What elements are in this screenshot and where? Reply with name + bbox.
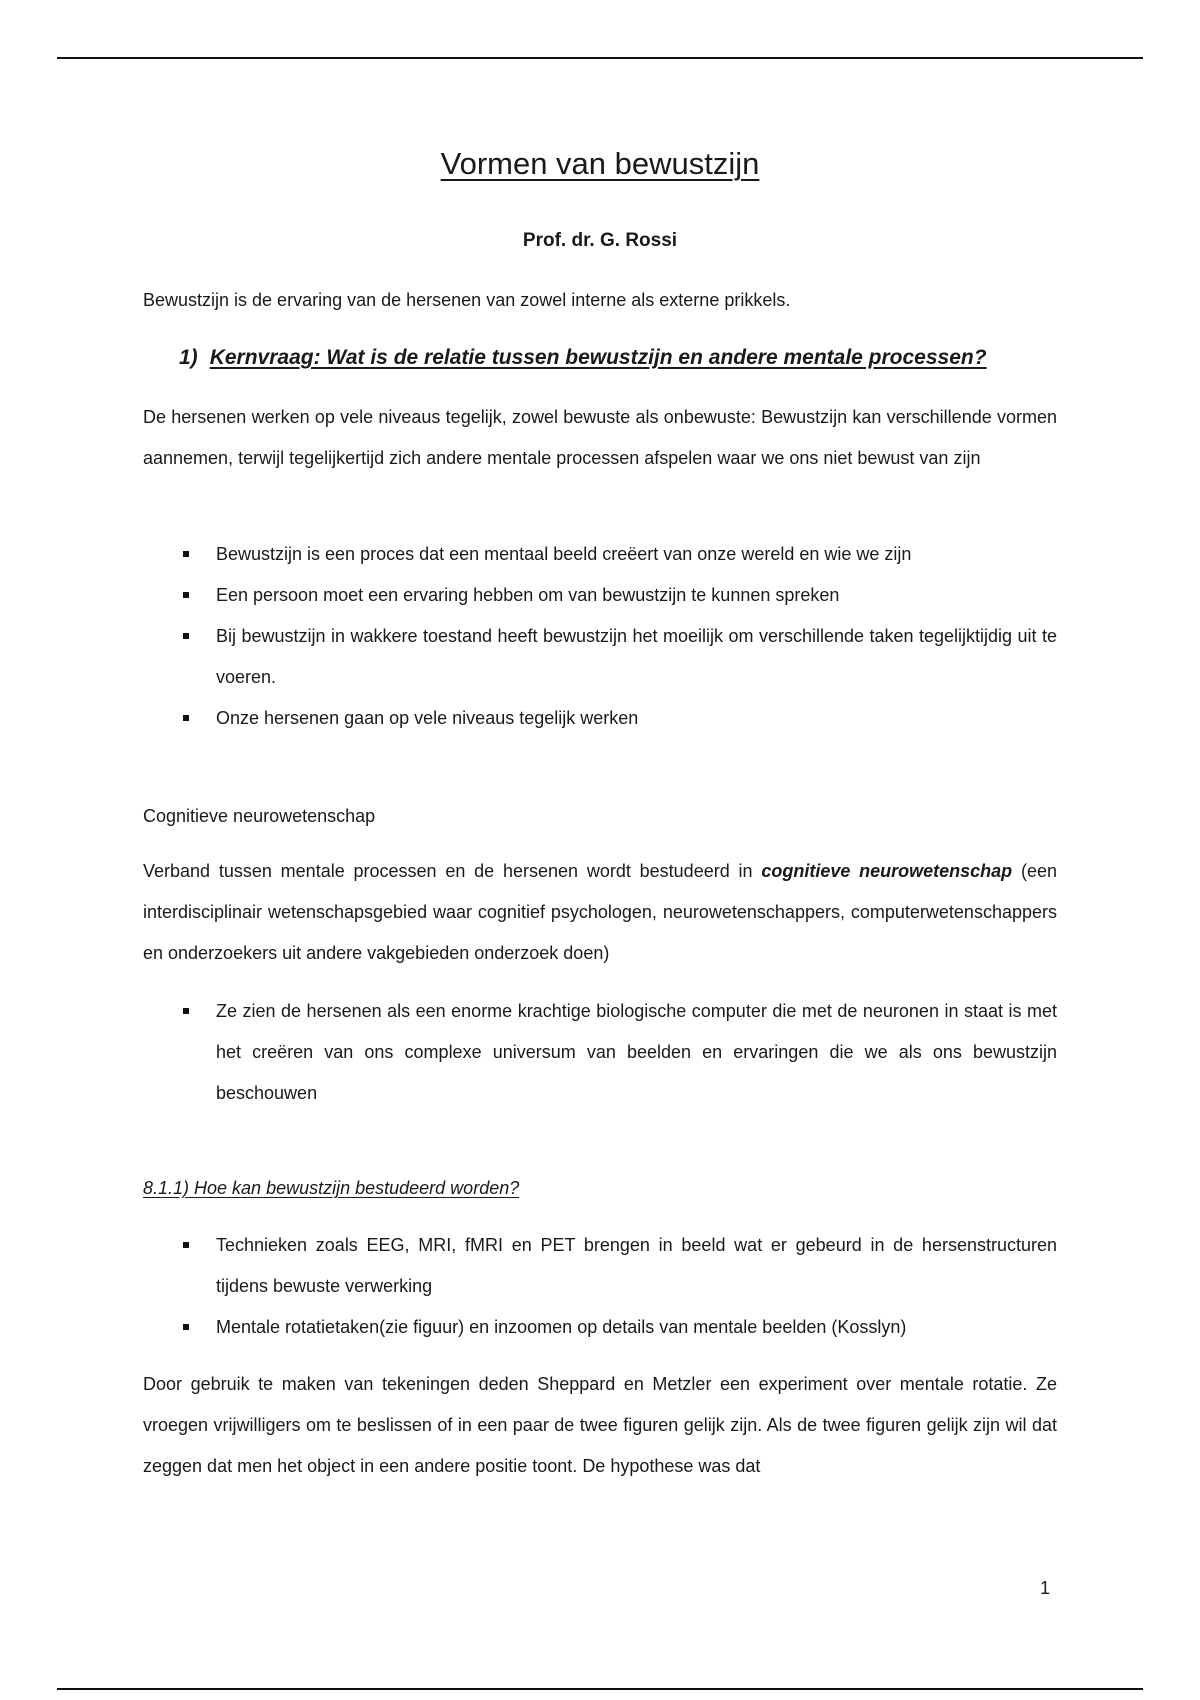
section-1-heading bbox=[179, 344, 987, 372]
list-item bbox=[143, 698, 1057, 739]
bullet-icon bbox=[183, 715, 189, 721]
cognitive-paragraph-start: Verband tussen mentale processen en de hersenen wordt bestudeerd in bbox=[143, 861, 762, 881]
list-item-text: Ze zien de hersenen als een enorme krachtige biologische computer die met de neuronen in staat is met het creëren van ons complexe universum van beelden en ervaringen die we als ons bewustzijn beschouwen bbox=[216, 1001, 1057, 1103]
bullet-icon bbox=[183, 592, 189, 598]
list-item bbox=[143, 616, 1057, 698]
cognitive-paragraph-end: (een interdisciplinair wetenschapsgebied waar cognitief psychologen, neurowetenschappers, computerwetenschappers en onderzoekers uit andere vakgebieden onderzoek doen) bbox=[143, 861, 1058, 963]
document-title-text: Vormen van bewustzijn bbox=[440, 146, 760, 181]
section-1-heading-text: Kernvraag: Wat is de relatie tussen bewustzijn en andere mentale processen? bbox=[209, 346, 987, 369]
bullet-icon bbox=[183, 551, 189, 557]
section-1-bullet-list bbox=[143, 534, 1057, 739]
list-item bbox=[143, 1307, 1057, 1348]
cognitive-paragraph-emphasis: cognitieve neurowetenschap bbox=[761, 861, 1013, 881]
section-1-paragraph: De hersenen werken op vele niveaus tegelijk, zowel bewuste als onbewuste: Bewustzijn kan verschillende vormen aannemen, terwijl tegelijkertijd zich andere mentale processen afspelen waar we ons niet bewust van zijn bbox=[143, 407, 1057, 468]
cognitive-label: Cognitieve neurowetenschap bbox=[143, 806, 376, 826]
bullet-icon bbox=[183, 633, 189, 639]
list-item bbox=[143, 534, 1057, 575]
list-item bbox=[143, 991, 1057, 1114]
section-811-paragraph: Door gebruik te maken van tekeningen deden Sheppard en Metzler een experiment over mentale rotatie. Ze vroegen vrijwilligers om te beslissen of in een paar de twee figuren gelijk zijn. Als de twee figuren gelijk zijn wil dat zeggen dat men het object in een andere positie toont. De hypothese was dat bbox=[143, 1374, 1057, 1476]
bullet-icon bbox=[183, 1242, 189, 1248]
document-title bbox=[143, 144, 1057, 184]
page-number: 1 bbox=[1040, 1578, 1051, 1598]
list-item-text: Bij bewustzijn in wakkere toestand heeft bewustzijn het moeilijk om verschillende taken tegelijktijdig uit te voeren. bbox=[216, 626, 1057, 687]
bullet-icon bbox=[183, 1324, 189, 1330]
list-item-text: Mentale rotatietaken(zie figuur) en inzoomen op details van mentale beelden (Kosslyn) bbox=[216, 1317, 907, 1337]
intro-paragraph: Bewustzijn is de ervaring van de hersenen van zowel interne als externe prikkels. bbox=[143, 290, 791, 310]
cognitive-paragraph bbox=[143, 851, 1057, 974]
list-item-text: Een persoon moet een ervaring hebben om van bewustzijn te kunnen spreken bbox=[216, 585, 840, 605]
section-811-bullet-list bbox=[143, 1225, 1057, 1348]
section-1-number: 1) bbox=[179, 346, 198, 369]
header-rule bbox=[57, 57, 1143, 59]
list-item bbox=[143, 575, 1057, 616]
list-item-text: Technieken zoals EEG, MRI, fMRI en PET brengen in beeld wat er gebeurd in de hersenstructuren tijdens bewuste verwerking bbox=[216, 1235, 1057, 1296]
document-author: Prof. dr. G. Rossi bbox=[522, 230, 678, 251]
section-811-heading: 8.1.1) Hoe kan bewustzijn bestudeerd worden? bbox=[143, 1178, 520, 1198]
list-item-text: Bewustzijn is een proces dat een mentaal beeld creëert van onze wereld en wie we zijn bbox=[216, 544, 912, 564]
list-item-text: Onze hersenen gaan op vele niveaus tegelijk werken bbox=[216, 708, 639, 728]
cognitive-bullet-list bbox=[143, 991, 1057, 1114]
list-item bbox=[143, 1225, 1057, 1307]
bullet-icon bbox=[183, 1008, 189, 1014]
footer-rule bbox=[57, 1688, 1143, 1690]
